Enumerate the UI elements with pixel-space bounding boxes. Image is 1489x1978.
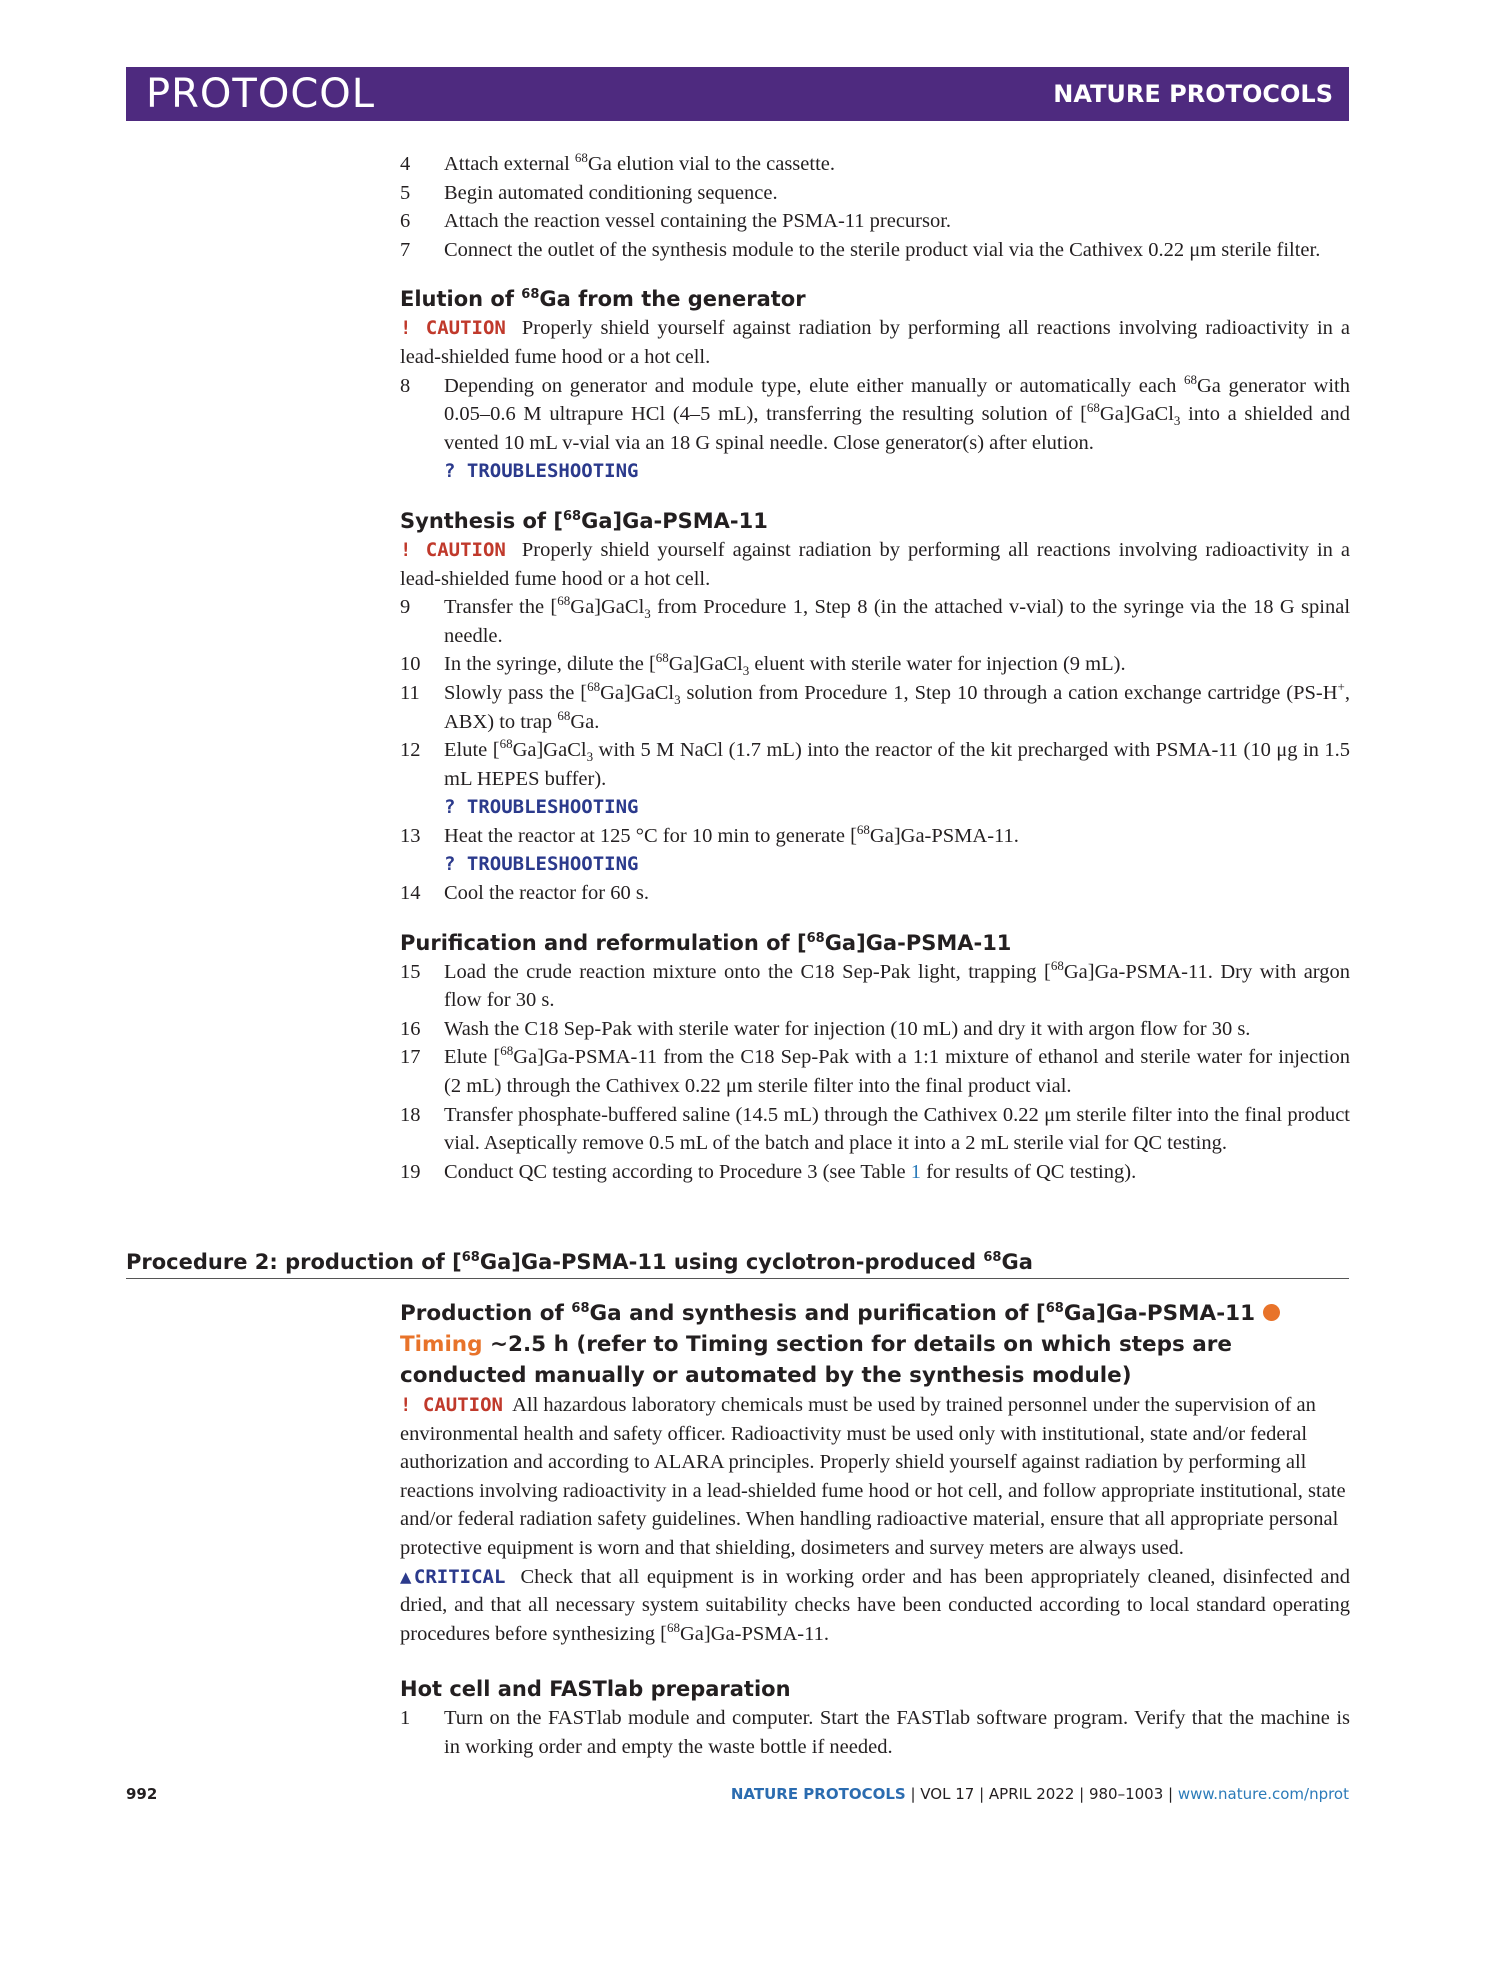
timing-value: ~2.5 h — [490, 1332, 569, 1357]
synthesis-steps-list — [400, 593, 1350, 908]
page-footer — [126, 1785, 1349, 1803]
procedure2-critical — [400, 1563, 1350, 1649]
section-label: PROTOCOL — [146, 71, 376, 117]
list-item — [400, 650, 1350, 679]
page-number: 992 — [126, 1785, 158, 1803]
table-link[interactable]: 1 — [910, 1160, 921, 1183]
step-text: Depending on generator and module type, elute either manually or automatically each $^{68}$Ga generator with 0.05–0.6 M ultrapure HCl (4–5 mL), transferring the resulting solution of [$^{68}$Ga]GaCl$_3$ into a shielded and vented 10 mL v-vial via an 18 G spinal needle. Close generator(s) after elution. — [444, 371, 1351, 454]
troubleshooting-link[interactable]: ? TROUBLESHOOTING — [444, 796, 639, 819]
list-item — [400, 1101, 1350, 1158]
step-number: 6 — [400, 210, 411, 233]
step-number: 15 — [400, 960, 421, 983]
step-number: 17 — [400, 1046, 421, 1069]
step-text: Attach the reaction vessel containing the PSMA-11 precursor. — [444, 210, 952, 233]
step-text: Transfer the [$^{68}$Ga]GaCl$_3$ from Procedure 1, Step 8 (in the attached v-vial) to the syringe via the 18 G spinal needle. — [444, 593, 1351, 647]
step-number: 1 — [400, 1707, 411, 1730]
step-number: 9 — [400, 596, 411, 619]
purification-steps-list — [400, 958, 1350, 1187]
step-number: 18 — [400, 1103, 421, 1126]
step-number: 11 — [400, 681, 420, 704]
purification-heading: Purification and reformulation of [$^{68}$Ga]Ga-PSMA-11 — [400, 930, 1012, 955]
step-number: 12 — [400, 739, 421, 762]
list-item — [400, 150, 1350, 179]
footer-citation — [731, 1785, 1349, 1803]
step-number: 7 — [400, 238, 411, 261]
list-item — [400, 736, 1350, 793]
list-item — [400, 593, 1350, 650]
list-item — [400, 207, 1350, 236]
list-item — [400, 372, 1350, 458]
step-text: Cool the reactor for 60 s. — [444, 882, 649, 905]
step-text: In the syringe, dilute the [$^{68}$Ga]GaCl$_3$ eluent with sterile water for injection (9 mL). — [444, 650, 1126, 679]
synthesis-heading: Synthesis of [$^{68}$Ga]Ga-PSMA-11 — [400, 508, 768, 533]
list-item — [400, 1015, 1350, 1044]
caution-text: Properly shield yourself against radiation by performing all reactions involving radioactivity in a lead-shielded fume hood or a hot cell. — [400, 317, 1351, 368]
step-number: 10 — [400, 653, 421, 676]
caution-text: Properly shield yourself against radiation by performing all reactions involving radioactivity in a lead-shielded fume hood or a hot cell. — [400, 538, 1351, 590]
step-text: Heat the reactor at 125 °C for 10 min to generate [$^{68}$Ga]Ga-PSMA-11. — [444, 822, 1019, 847]
step-number: 14 — [400, 882, 421, 905]
steps-list-a — [400, 150, 1350, 264]
procedure2-caution — [400, 1391, 1350, 1563]
list-item — [400, 1704, 1350, 1761]
step-number: 13 — [400, 824, 421, 847]
step-text: Elute [$^{68}$Ga]Ga-PSMA-11 from the C18 Sep-Pak with a 1:1 mixture of ethanol and sterile water for injection (2 mL) through the Cathivex 0.22 μm sterile filter into the final product vial. — [444, 1043, 1350, 1098]
step-number: 16 — [400, 1017, 421, 1040]
subheading-tail: (refer to Timing section for details on which steps are conducted manually or automated by the synthesis module) — [400, 1332, 1232, 1388]
footer-volume: | VOL 17 | APRIL 2022 | 980–1003 | — [905, 1785, 1178, 1803]
step-text: Begin automated conditioning sequence. — [444, 181, 778, 204]
list-item — [400, 822, 1350, 851]
step-text: Elute [$^{68}$Ga]GaCl$_3$ with 5 M NaCl (1.7 mL) into the reactor of the kit precharged with PSMA-11 (10 μg in 1.5 mL HEPES buffer). — [444, 736, 1351, 790]
timing-label: Timing — [400, 1332, 483, 1357]
step-text: Conduct QC testing according to Procedure 3 (see Table 1 for results of QC testing). — [444, 1160, 1137, 1183]
caution-label: ! CAUTION — [400, 1394, 503, 1416]
step-text: Wash the C18 Sep-Pak with sterile water for injection (10 mL) and dry it with argon flow for 30 s. — [444, 1017, 1251, 1040]
caution-text: All hazardous laboratory chemicals must be used by trained personnel under the supervision of an environmental health and safety officer. Radioactivity must be used only with institutional, state and/or federal authorization and according to ALARA principles. Properly shield yourself against radiation by performing all reactions involving radioactivity in a lead-shielded fume hood or hot cell, and follow appropriate institutional, state and/or federal radiation safety guidelines. When handling radioactive material, ensure that all appropriate personal protective equipment is worn and that shielding, dosimeters and survey meters are always used. — [400, 1394, 1346, 1559]
step-text: Transfer phosphate-buffered saline (14.5 mL) through the Cathivex 0.22 μm sterile filter into the final product vial. Aseptically remove 0.5 mL of the batch and place it into a 2 mL sterile vial for QC testing. — [444, 1103, 1350, 1155]
list-item — [400, 179, 1350, 208]
list-item — [400, 1043, 1350, 1100]
step-number: 8 — [400, 374, 411, 397]
synthesis-caution — [400, 536, 1350, 593]
procedure2-subheading — [400, 1298, 1350, 1391]
step-text: Attach external $^{68}$Ga elution vial to the cassette. — [444, 150, 835, 175]
step-number: 4 — [400, 153, 411, 175]
procedure2-content — [400, 1298, 1350, 1762]
header-banner — [126, 67, 1349, 121]
caution-label: ! CAUTION — [400, 317, 506, 340]
list-item — [400, 236, 1350, 265]
hotcell-heading: Hot cell and FASTlab preparation — [400, 1677, 791, 1702]
elution-caution — [400, 314, 1350, 371]
step-number: 19 — [400, 1160, 421, 1183]
list-item — [400, 1158, 1350, 1187]
list-item — [400, 879, 1350, 908]
troubleshooting-link[interactable]: ? TROUBLESHOOTING — [444, 853, 639, 876]
step-text: Connect the outlet of the synthesis module to the sterile product vial via the Cathivex 0.22 μm sterile filter. — [444, 238, 1321, 261]
list-item — [400, 958, 1350, 1015]
timing-icon — [1263, 1304, 1280, 1321]
journal-url-link[interactable]: www.nature.com/nprot — [1177, 1785, 1349, 1803]
footer-journal: NATURE PROTOCOLS — [730, 1785, 906, 1803]
step-text: Load the crude reaction mixture onto the C18 Sep-Pak light, trapping [$^{68}$Ga]Ga-PSMA-11. Dry with argon flow for 30 s. — [444, 957, 1351, 1012]
step-text: Turn on the FASTlab module and computer. Start the FASTlab software program. Verify that the machine is in working order and empty the waste bottle if needed. — [444, 1707, 1350, 1758]
elution-heading: Elution of $^{68}$Ga from the generator — [400, 287, 806, 312]
step-number: 5 — [400, 181, 411, 204]
list-item — [400, 679, 1350, 736]
step-text: Slowly pass the [$^{68}$Ga]GaCl$_3$ solution from Procedure 1, Step 10 through a cation exchange cartridge (PS-H+, ABX) to trap $^{68}$Ga. — [444, 679, 1350, 733]
caution-label: ! CAUTION — [400, 538, 506, 561]
troubleshooting-link[interactable]: ? TROUBLESHOOTING — [444, 460, 639, 483]
critical-text: Check that all equipment is in working order and has been appropriately cleaned, disinfected and dried, and that all necessary system suitability checks have been conducted according to local standard operating procedures before synthesizing [$^{68}$Ga]Ga-PSMA-11. — [400, 1565, 1351, 1645]
journal-label: NATURE PROTOCOLS — [1053, 80, 1333, 108]
subheading-main: Production of $^{68}$Ga and synthesis and purification of [$^{68}$Ga]Ga-PSMA-11 — [400, 1300, 1256, 1326]
procedure2-heading: Procedure 2: production of [$^{68}$Ga]Ga-PSMA-11 using cyclotron-produced $^{68}$Ga — [126, 1250, 1349, 1279]
critical-label: ▲CRITICAL — [400, 1565, 506, 1588]
main-content — [400, 150, 1350, 1186]
